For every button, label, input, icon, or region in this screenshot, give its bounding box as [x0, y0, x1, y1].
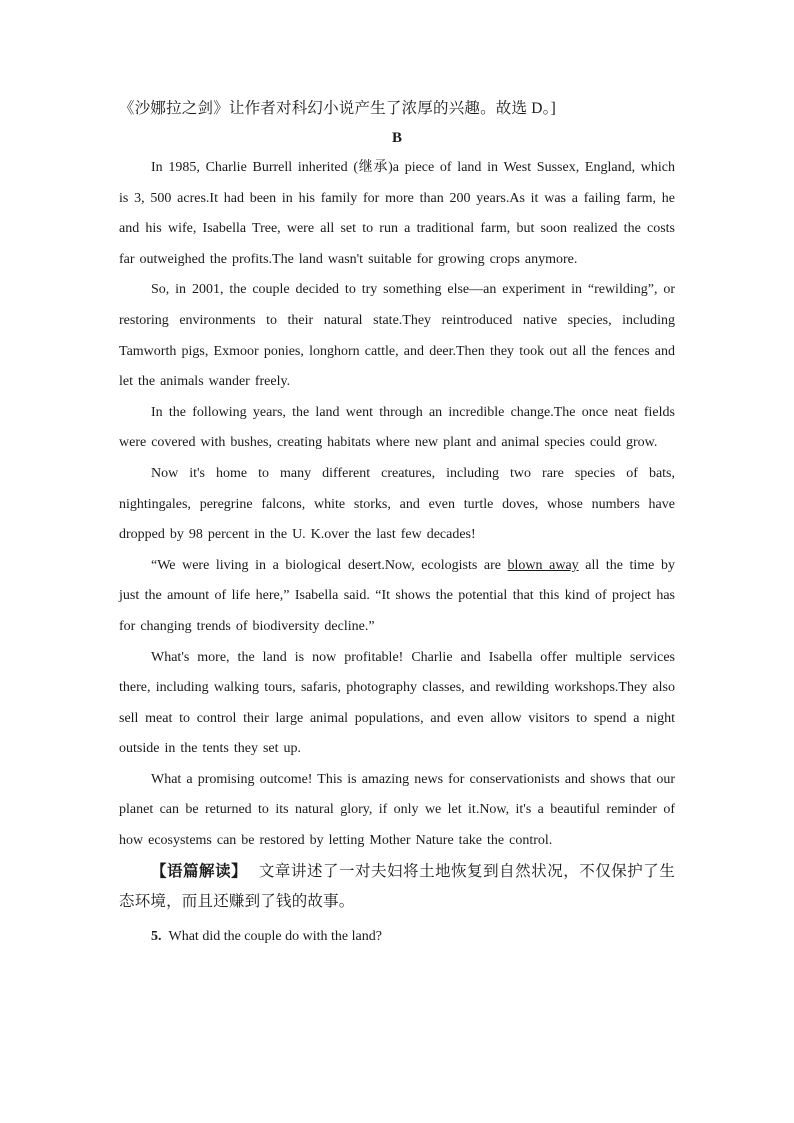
- question-5: [119, 922, 675, 952]
- question-text: What did the couple do with the land?: [168, 928, 382, 944]
- summary-paragraph: [119, 857, 675, 918]
- paragraph-1: In 1985, Charlie Burrell inherited (继承)a piece of land in West Sussex, England, which is 3, 500 acres.It had been in his family for more than 200 years.As it was a failing farm, he and his wife, Isabella Tree, were all set to run a traditional farm, but soon realized the costs far outweighed the profits.The land wasn't suitable for growing crops anymore.: [119, 160, 675, 267]
- quote-paragraph: [119, 551, 675, 643]
- paragraph-4: Now it's home to many different creatures, including two rare species of bats, nightingales, peregrine falcons, white storks, and even turtle doves, whose numbers have dropped by 98 percent in the U. K.over the last few decades!: [119, 465, 675, 543]
- underlined-phrase: blown away: [507, 557, 579, 573]
- summary-label: 【语篇解读】: [151, 862, 248, 880]
- summary-text: 文章讲述了一对夫妇将土地恢复到自然状况，不仅保护了生态环境，而且还赚到了钱的故事。: [119, 862, 676, 911]
- section-label: B: [391, 130, 402, 146]
- document-page: [119, 94, 675, 952]
- question-number: 5.: [151, 928, 162, 944]
- paragraph-7: What a promising outcome! This is amazing news for conservationists and shows that our planet can be returned to its natural glory, if only we let it.Now, it's a beautiful reminder of how ecosystems can be restored by letting Mother Nature take the control.: [119, 771, 675, 849]
- quote-after: all the time by just the amount of life here,” Isabella said. “It shows the potential that this kind of project has for changing trends of biodiversity decline.”: [119, 557, 675, 634]
- answer-tail: 《沙娜拉之剑》让作者对科幻小说产生了浓厚的兴趣。故选 D。]: [119, 100, 556, 117]
- paragraph-2: So, in 2001, the couple decided to try something else—an experiment in “rewilding”, or restoring environments to their natural state.They reintroduced native species, including Tamworth pigs, Exmoor ponies, longhorn cattle, and deer.Then they took out all the fences and let the animals wander freely.: [119, 282, 675, 390]
- paragraph-6: What's more, the land is now profitable! Charlie and Isabella offer multiple services there, including walking tours, safaris, photography classes, and rewilding workshops.They also sell meat to control their large animal populations, and even allow visitors to spend a night outside in the tents they set up.: [119, 649, 675, 757]
- quote-before: “We were living in a biological desert.Now, ecologists are: [151, 557, 508, 573]
- paragraph-3: In the following years, the land went through an incredible change.The once neat fields were covered with bushes, creating habitats where new plant and animal species could grow.: [119, 404, 675, 451]
